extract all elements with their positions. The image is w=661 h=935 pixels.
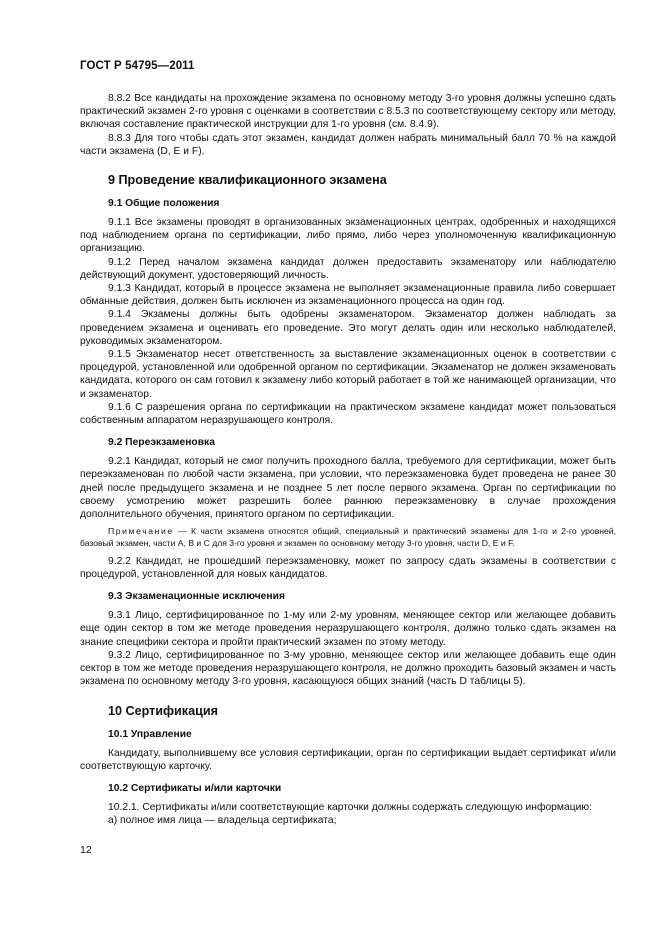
paragraph-9-1-1: 9.1.1 Все экзамены проводят в организованных экзаменационных центрах, одобренных и находящихся под наблюдением органа по сертификации, либо прямо, либо через уполномоченную квалификационную организацию.: [80, 217, 616, 255]
paragraph-9-1-5: 9.1.5 Экзаменатор несет ответственность за выставление экзаменационных оценок в соответствии с процедурой, установленной или одобренной органом по сертификации. Экзаменатор не должен экзаменовать кандидата, которого он сам готовил к экзамену либо который работает в той же нанимающей организации, что и экзаменатор.: [80, 349, 616, 400]
page-number: 12: [80, 844, 92, 856]
document-body: [80, 92, 616, 827]
paragraph-10-1: Кандидату, выполнившему все условия сертификации, орган по сертификации выдает сертификат и/или соответствующую карточку.: [80, 747, 616, 772]
subsection-9-1-heading: 9.1 Общие положения: [108, 198, 220, 210]
paragraph-9-1-3: 9.1.3 Кандидат, который в процессе экзамена не выполняет экзаменационные правила либо совершает обманные действия, должен быть исключен из экзаменационного процесса на один год.: [80, 283, 616, 308]
note-label: Примечание: [108, 526, 174, 537]
note: [80, 526, 616, 550]
paragraph-9-3-1: 9.3.1 Лицо, сертифицированное по 1-му или 2-му уровням, меняющее сектор или желающее добавить еще один сектор в том же методе проведения неразрушающего контроля, должно только сдать экзамен на знание специфики сектора и пройти практический экзамен по этому методу.: [80, 610, 616, 648]
paragraph-9-1-4: 9.1.4 Экзамены должны быть одобрены экзаменатором. Экзаменатор должен наблюдать за проведением экзамена и оценивать его проведение. Это могут делать один или несколько наблюдателей, руководимых экзаменатором.: [80, 309, 616, 347]
subsection-9-3-heading: 9.3 Экзаменационные исключения: [108, 591, 285, 603]
document-header: ГОСТ Р 54795—2011: [80, 60, 195, 72]
paragraph-8-8-3: 8.8.3 Для того чтобы сдать этот экзамен, кандидат должен набрать минимальный балл 70 % на каждой части экзамена (D, E и F).: [80, 132, 616, 157]
subsection-10-1-heading: 10.1 Управление: [108, 728, 192, 740]
section-10-heading: 10 Сертификация: [108, 703, 218, 718]
paragraph-9-2-1: 9.2.1 Кандидат, который не смог получить проходного балла, требуемого для сертификации, может быть переэкзаменован по любой части экзамена, при условии, что переэкзаменовка будет проведена не ранее 30 дней после предыдущего экзамена и не позднее 5 лет после первого экзамена. Орган по сертификации по своему усмотрению может разрешить более раннюю переэкзаменовку в случае прохождения дополнительного обучения, принятого органом по сертификации.: [80, 456, 616, 521]
paragraph-9-1-2: 9.1.2 Перед началом экзамена кандидат должен предоставить экзаменатору или наблюдателю действующий документ, удостоверяющий личность.: [80, 256, 616, 281]
paragraph-10-2-1: 10.2.1. Сертификаты и/или соответствующие карточки должны содержать следующую информацию:: [108, 801, 592, 813]
note-text: — К части экзамена относятся общий, специальный и практический экзамены для 1-го и 2-го уровней, базовый экзамен, части A, B и C для 3-го уровня и экзамен по основному методу 3-го уровня, части D, E и F.: [80, 526, 616, 549]
subsection-9-2-heading: 9.2 Переэкзаменовка: [108, 437, 215, 449]
paragraph-10-2-1-a: а) полное имя лица — владельца сертификата;: [108, 815, 337, 827]
paragraph-9-3-2: 9.3.2 Лицо, сертифицированное по 3-му уровню, меняющее сектор или желающее добавить еще один сектор в том же методе проведения неразрушающего контроля, не должно проходить базовый экзамен и часть экзамена по основному методу 3-го уровня, касающуюся общих знаний (часть D таблицы 5).: [80, 649, 616, 688]
subsection-10-2-heading: 10.2 Сертификаты и/или карточки: [108, 782, 282, 794]
paragraph-9-2-2: 9.2.2 Кандидат, не прошедший переэкзаменовку, может по запросу сдать экзамены в соответствии с процедурой, установленной для новых кандидатов.: [80, 555, 616, 581]
paragraph-9-1-6: 9.1.6 С разрешения органа по сертификации на практическом экзамене кандидат может пользоваться собственным аппаратом неразрушающего контроля.: [80, 401, 616, 427]
section-9-heading: 9 Проведение квалификационного экзамена: [108, 173, 387, 188]
paragraph-8-8-2: 8.8.2 Все кандидаты на прохождение экзамена по основному методу 3-го уровня должны успешно сдать практический экзамен 2-го уровня с оценками в соответствии с 8.5.3 по соответствующему сектору или методу, включая составление практической инструкции для 1-го уровня (см. 8.4.9).: [80, 93, 616, 131]
